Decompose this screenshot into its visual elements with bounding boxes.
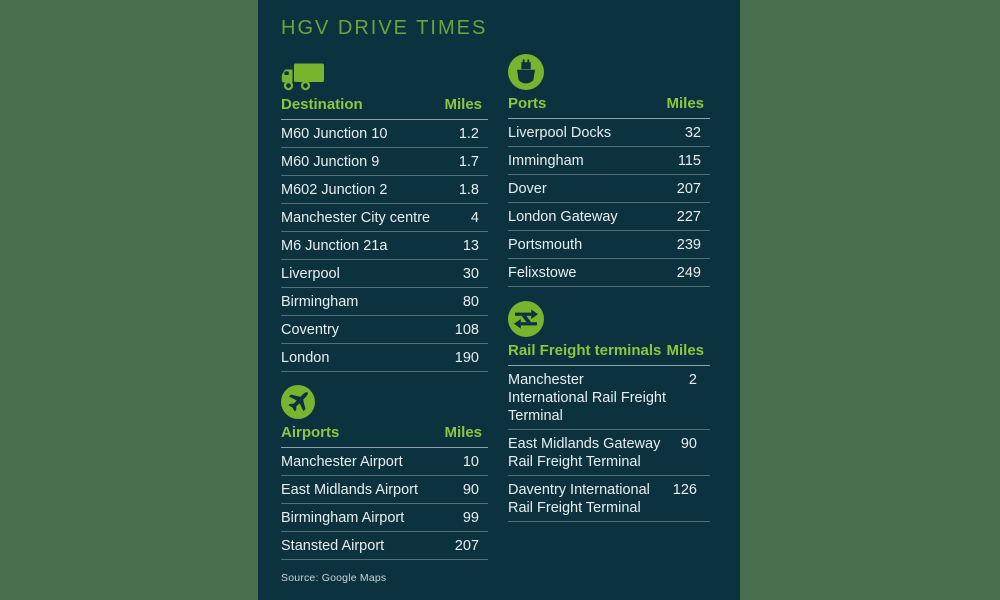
table-row xyxy=(281,504,488,532)
table-row xyxy=(508,119,710,147)
destination-rows xyxy=(281,120,488,372)
row-miles-value: 1.7 xyxy=(458,153,479,170)
source-note: Source: Google Maps xyxy=(281,572,387,584)
row-label: Daventry International Rail Freight Terminal xyxy=(508,481,650,516)
rail-rows xyxy=(508,366,710,522)
row-label: Coventry xyxy=(281,321,340,338)
table-row xyxy=(508,147,710,175)
right-column xyxy=(508,0,710,522)
row-label: London Gateway xyxy=(508,208,618,225)
row-label: London xyxy=(281,349,330,366)
row-miles-value: 2 xyxy=(688,371,697,388)
row-label: Manchester Airport xyxy=(281,453,403,470)
row-label: Immingham xyxy=(508,152,584,169)
row-miles-value: 108 xyxy=(454,321,479,338)
rail-table-header xyxy=(508,342,710,366)
ports-header-label: Ports xyxy=(508,95,547,112)
row-miles-value: 115 xyxy=(677,152,701,169)
row-miles-value: 13 xyxy=(462,237,479,254)
table-row xyxy=(281,288,488,316)
destination-table-header xyxy=(281,96,488,120)
table-row xyxy=(508,259,710,287)
ports-rows xyxy=(508,119,710,287)
destination-section xyxy=(281,62,488,372)
row-label: M6 Junction 21a xyxy=(281,237,388,254)
table-row xyxy=(281,476,488,504)
row-label: Felixstowe xyxy=(508,264,577,281)
table-row xyxy=(508,476,710,522)
hgv-drive-times-panel xyxy=(258,0,740,600)
miles-column-header: Miles xyxy=(444,424,482,441)
row-miles-value: 126 xyxy=(672,481,697,498)
row-label: M60 Junction 10 xyxy=(281,125,388,142)
rail-section xyxy=(508,301,710,522)
row-label: Stansted Airport xyxy=(281,537,385,554)
row-miles-value: 207 xyxy=(676,180,701,197)
row-label: Dover xyxy=(508,180,547,197)
page-title: HGV DRIVE TIMES xyxy=(281,17,488,39)
row-miles-value: 1.8 xyxy=(458,181,479,198)
table-row xyxy=(508,366,710,430)
row-label: Liverpool Docks xyxy=(508,124,612,141)
table-row xyxy=(281,260,488,288)
row-label: M60 Junction 9 xyxy=(281,153,380,170)
destination-header-label: Destination xyxy=(281,96,363,113)
table-row xyxy=(508,231,710,259)
row-miles-value: 249 xyxy=(676,264,701,281)
airports-header-label: Airports xyxy=(281,424,340,441)
row-label: East Midlands Gateway Rail Freight Terminal xyxy=(508,435,661,470)
row-miles-value: 90 xyxy=(462,481,479,498)
row-miles-value: 10 xyxy=(462,453,479,470)
table-row xyxy=(281,316,488,344)
airports-table-header xyxy=(281,424,488,448)
row-label: Manchester City centre xyxy=(281,209,431,226)
table-row xyxy=(281,448,488,476)
row-label: Birmingham xyxy=(281,293,359,310)
ports-table-header xyxy=(508,95,710,119)
table-row xyxy=(281,344,488,372)
row-miles-value: 190 xyxy=(454,349,479,366)
plane-icon xyxy=(281,385,488,419)
row-miles-value: 99 xyxy=(462,509,479,526)
row-label: Liverpool xyxy=(281,265,340,282)
table-row xyxy=(508,175,710,203)
row-miles-value: 207 xyxy=(454,537,479,554)
row-miles-value: 1.2 xyxy=(458,125,479,142)
row-label: East Midlands Airport xyxy=(281,481,419,498)
table-row xyxy=(508,430,710,476)
rail-header-label: Rail Freight terminals xyxy=(508,342,662,359)
miles-column-header: Miles xyxy=(666,342,704,359)
row-miles-value: 227 xyxy=(676,208,701,225)
row-label: M602 Junction 2 xyxy=(281,181,388,198)
miles-column-header: Miles xyxy=(666,95,704,112)
row-miles-value: 90 xyxy=(680,435,697,452)
airports-section xyxy=(281,385,488,560)
ports-section xyxy=(508,54,710,287)
row-miles-value: 80 xyxy=(462,293,479,310)
table-row xyxy=(281,532,488,560)
table-row xyxy=(281,120,488,148)
ship-icon xyxy=(508,54,710,90)
table-row xyxy=(281,232,488,260)
truck-icon xyxy=(281,62,488,91)
train-double-arrow-icon xyxy=(508,301,710,337)
table-row xyxy=(281,176,488,204)
table-row xyxy=(508,203,710,231)
left-column xyxy=(281,0,488,584)
row-miles-value: 32 xyxy=(684,124,701,141)
row-miles-value: 30 xyxy=(462,265,479,282)
table-row xyxy=(281,204,488,232)
row-label: Manchester International Rail Freight Terminal xyxy=(508,371,666,424)
row-miles-value: 4 xyxy=(470,209,479,226)
row-label: Birmingham Airport xyxy=(281,509,405,526)
row-label: Portsmouth xyxy=(508,236,583,253)
miles-column-header: Miles xyxy=(444,96,482,113)
row-miles-value: 239 xyxy=(676,236,701,253)
airports-rows xyxy=(281,448,488,560)
table-row xyxy=(281,148,488,176)
